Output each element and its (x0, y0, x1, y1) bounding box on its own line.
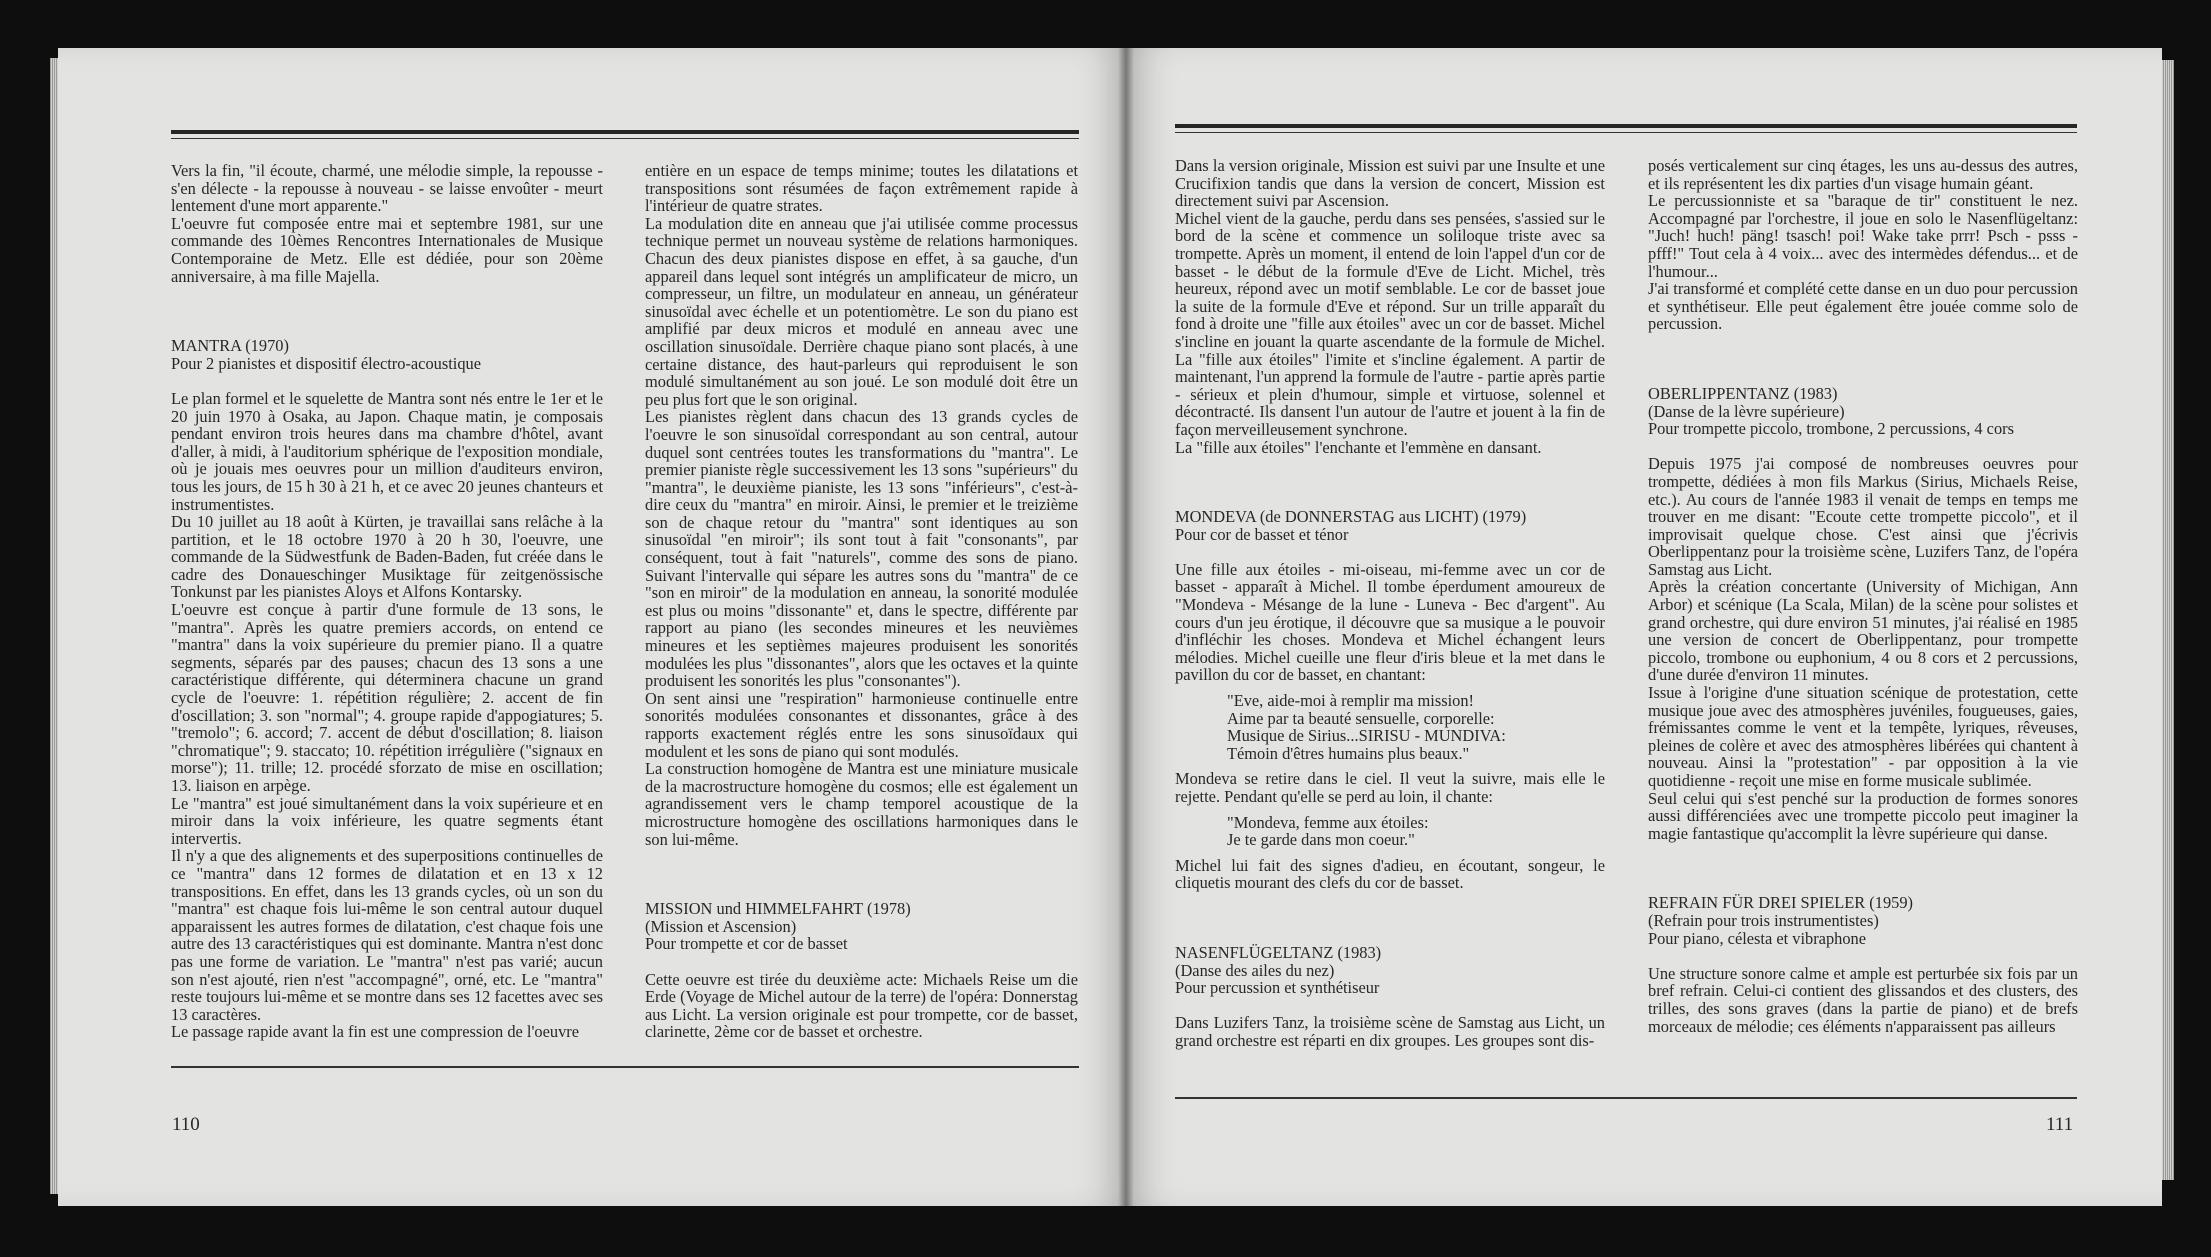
paragraph: La construction homogène de Mantra est une miniature musicale de la macrostructure homogène du cosmos; elle est également un agrandissement vers le champ temporel acoustique de la microstructure homogène des oscillations harmoniques dans le son lui-même. (645, 759, 1078, 849)
section-subtitle: Pour percussion et synthétiseur (1175, 978, 1380, 998)
section-title-mondeva: MONDEVA (de DONNERSTAG aus LICHT) (1979) (1175, 507, 1527, 527)
section-title-oberlippentanz: OBERLIPPENTANZ (1983) (1648, 383, 1838, 403)
section-title-mantra: MANTRA (1970) (171, 336, 289, 356)
section-subtitle: (Danse de la lèvre supérieure) (1648, 401, 1845, 421)
verse-line: "Mondeva, femme aux étoiles: (1227, 812, 1429, 832)
page-number-left: 110 (172, 1114, 200, 1135)
paragraph: L'oeuvre fut composée entre mai et septembre 1981, sur une commande des 10èmes Rencontres Internationales de Musique Contemporaine de Metz. Elle est dédiée, pour son 20ème anniversaire, à ma fille Majella. (171, 213, 603, 286)
section-title-mission: MISSION und HIMMELFAHRT (1978) (645, 899, 911, 919)
paragraph: entière en un espace de temps minime; toutes les dilatations et transpositions sont résumées de façon extrêmement rapide à l'intérieur de quatre strates. (645, 161, 1078, 216)
paragraph: Le percussionniste et sa "baraque de tir" constituent le nez. Accompagné par l'orchestre, il joue en solo le Nasenflügeltanz: "Juch! huch! päng! tsasch! poi! Wake take prrr! Psch - psss - pfff!" Tout cela à 4 voix... avec des intermèdes défendus... et de l'humour... (1648, 191, 2078, 281)
section-subtitle: Pour trompette piccolo, trombone, 2 percussions, 4 cors (1648, 419, 2014, 439)
verse-line: Aime par ta beauté sensuelle, corporelle: (1227, 708, 1495, 728)
left-bottom-rule (171, 1066, 1079, 1068)
paragraph: Du 10 juillet au 18 août à Kürten, je travaillai sans relâche à la partition, et le 18 octobre 1970 à 20 h 30, l'oeuvre, une commande de la Südwestfunk de Baden-Baden, fut créée dans le cadre des Donaueschinger Musiktage für zeitgenössische Tonkunst par les pianistes Aloys et Alfons Kontarsky. (171, 512, 603, 602)
paragraph: Après la création concertante (University of Michigan, Ann Arbor) et scénique (La Scala, Milan) de la scène pour solistes et grand orchestre, qui dure environ 51 minutes, j'ai réalisé en 1985 une version de concert de Oberlippentanz, pour trompette piccolo, trombone ou euphonium, 4 ou 8 cors et 2 percussions, d'une durée d'environ 11 minutes. (1648, 577, 2078, 685)
section-subtitle: Pour 2 pianistes et dispositif électro-acoustique (171, 353, 481, 373)
right-top-rule-thin (1175, 132, 2077, 133)
paragraph: La "fille aux étoiles" l'enchante et l'emmène en dansant. (1175, 437, 1542, 457)
verse-line: Musique de Sirius...SIRISU - MUNDIVA: (1227, 726, 1506, 746)
section-subtitle: Pour cor de basset et ténor (1175, 524, 1349, 544)
paragraph: On sent ainsi une "respiration" harmonieuse continuelle entre sonorités modulées consonantes et dissonantes, grâce à des rapports exactement réglés entre les sons sinusoïdaux qui modulent et les sons de piano qui sont modulés. (645, 688, 1078, 761)
paragraph: Les pianistes règlent dans chacun des 13 grands cycles de l'oeuvre le son sinusoïdal correspondant au son central, autour duquel sont centrées toutes les transformations du "mantra". Le premier pianiste règle successivement les 13 sons "supérieurs" du "mantra", le deuxième pianiste, les 13 sons "inférieurs", c'est-à-dire ceux du "mantra" en miroir. Ainsi, le premier et le treizième son de chaque retour du "mantra" sont identiques au son sinusoïdal "en miroir"; ils sont tout à fait "consonants", par conséquent, tout à fait "naturels", comme des sons de piano. Suivant l'intervalle qui sépare les autres sons du "mantra" de ce "son en miroir" de la modulation en anneau, la sonorité modulée est plus ou moins "dissonante" et, dans le spectre, différente par rapport au piano (les secondes mineures et les neuvièmes mineures et les septièmes majeures produisent les sonorités modulées les plus "dissonantes", alors que les octaves et la quinte produisent les sonorités les plus "consonantes"). (645, 407, 1078, 691)
paragraph: Le plan formel et le squelette de Mantra sont nés entre le 1er et le 20 juin 1970 à Osaka, au Japon. Chaque matin, je composais pendant environ trois heures dans ma chambre d'hôtel, avant d'aller, à midi, à l'auditorium sphérique de l'exposition mondiale, où je jouais mes oeuvres pour un million d'auditeurs environ, tous les jours, de 15 h 30 à 21 h, et ce avec 20 jeunes chanteurs et instrumentistes. (171, 388, 603, 514)
paragraph: Le "mantra" est joué simultanément dans la voix supérieure et en miroir dans la voix inférieure, les quatre segments étant intervertis. (171, 793, 603, 848)
verse-line: Témoin d'êtres humains plus beaux." (1227, 743, 1470, 763)
section-subtitle: (Danse des ailes du nez) (1175, 960, 1335, 980)
paragraph: Michel vient de la gauche, perdu dans ses pensées, s'assied sur le bord de la scène et commence un soliloque triste avec sa trompette. Après un moment, il entend de loin l'appel d'un cor de basset - le début de la formule d'Eve de Licht. Michel, très heureux, répond avec un motif semblable. Le cor de basset joue la suite de la formule d'Eve et répond. Sur un trille apparaît du fond à droite une "fille aux étoiles" avec un cor de basset. Michel s'incline en jouant la quarte ascendante de la formule de Michel. La "fille aux étoiles" l'imite et s'incline également. A partir de maintenant, l'un apprend la formule de l'autre - partie après partie - sérieux et plein d'humour, simple et virtuose, solennel et décontracté. Ils dansent l'un autour de l'autre et jouent à la fin de façon merveilleusement synchrone. (1175, 208, 1605, 439)
paragraph: Dans Luzifers Tanz, la troisième scène de Samstag aus Licht, un grand orchestre est réparti en dix groupes. Les groupes sont dis- (1175, 1013, 1605, 1050)
paragraph: Vers la fin, "il écoute, charmé, une mélodie simple, la repousse - s'en délecte - la repousse à nouveau - se laisse envoûter - meurt lentement d'une mort apparente." (171, 161, 603, 216)
paragraph: Mondeva se retire dans le ciel. Il veut la suivre, mais elle le rejette. Pendant qu'elle se perd au loin, il chante: (1175, 769, 1605, 806)
right-bottom-rule (1175, 1097, 2077, 1099)
section-subtitle: Pour trompette et cor de basset (645, 934, 848, 954)
paragraph: L'oeuvre est conçue à partir d'une formule de 13 sons, le "mantra". Après les quatre premiers accords, on entend ce "mantra" dans la voix supérieure du premier piano. Il a quatre segments, séparés par des pauses; chacun des 13 sons a une caractéristique différente, qui déterminera chacune un grand cycle de l'oeuvre: 1. répétition régulière; 2. accent de fin d'oscillation; 3. son "normal"; 4. groupe rapide d'appogiatures; 5. "tremolo"; 6. accord; 7. accent de début d'oscillation; 8. liaison "chromatique"; 9. staccato; 10. répétition irrégulière ("signaux en morse"); 11. trille; 12. procédé sforzato de mise en oscillation; 13. liaison en arpège. (171, 600, 603, 795)
paragraph: Depuis 1975 j'ai composé de nombreuses oeuvres pour trompette, dédiées à mon fils Markus (Sirius, Michaels Reise, etc.). Au cours de l'année 1983 il venait de temps en temps me trouver en me disant: "Ecoute cette trompette piccolo", et il improvisait quelque chose. C'est ainsi que j'écrivis Oberlippentanz pour la troisième scène, Luzifers Tanz, de l'opéra Samstag aus Licht. (1648, 454, 2078, 579)
paragraph: Une fille aux étoiles - mi-oiseau, mi-femme avec un cor de basset - apparaît à Michel. Il tombe éperdument amoureux de "Mondeva - Mésange de la lune - Luneva - Bec d'argent". Au cours d'un jeu érotique, il découvre que sa musique a le pouvoir d'infléchir les choses. Mondeva et Michel échangent leurs mélodies. Michel cueille une fleur d'iris bleue et la met dans le pavillon du cor de basset, en chantant: (1175, 559, 1605, 685)
paragraph: Issue à l'origine d'une situation scénique de protestation, cette musique joue avec des atmosphères juvéniles, fougueuses, gaies, frémissantes comme le vent et la tempête, lyriques, rêveuses, pleines de colère et avec des atmosphères libérées qui chantent à nouveau. Ainsi la "protestation" - par opposition à la vie quotidienne - reçoit une mise en forme musicale sublimée. (1648, 683, 2078, 790)
paragraph: Cette oeuvre est tirée du deuxième acte: Michaels Reise um die Erde (Voyage de Michel autour de la terre) de l'opéra: Donnerstag aus Licht. La version originale est pour trompette, cor de basset, clarinette, 2ème cor de basset et orchestre. (645, 969, 1078, 1042)
right-column-2 (1648, 157, 2078, 1035)
paragraph: Michel lui fait des signes d'adieu, en écoutant, songeur, le cliquetis mourant des clefs du cor de basset. (1175, 855, 1605, 893)
paragraph: Une structure sonore calme et ample est perturbée six fois par un bref refrain. Celui-ci contient des glissandos et des clusters, des trilles, des sons graves (dans la partie de piano) et de brefs morceaux de mélodie; ces éléments n'apparaissent pas ailleurs (1648, 963, 2078, 1036)
left-column-1 (171, 162, 603, 1041)
paragraph: Seul celui qui s'est penché sur la production de formes sonores aussi différenciées avec une trompette piccolo peut imaginer la magie fantastique qu'accomplit la lèvre supérieure qui danse. (1648, 788, 2078, 843)
page-number-right: 111 (2046, 1114, 2074, 1135)
verse-line: Je te garde dans mon coeur." (1227, 830, 1415, 850)
left-top-rule (171, 130, 1079, 134)
paragraph: posés verticalement sur cinq étages, les uns au-dessus des autres, et ils représentent les dix parties d'un visage humain géant. (1648, 156, 2078, 193)
verse-line: "Eve, aide-moi à remplir ma mission! (1227, 691, 1475, 711)
right-top-rule (1175, 124, 2077, 128)
paragraph: Il n'y a que des alignements et des superpositions continuelles de ce "mantra" dans 12 formes de dilatation et en 13 x 12 transpositions. En effet, dans les 13 grands cycles, où un son du "mantra" est chaque fois lui-même le son central autour duquel apparaissent les autres formes de dilatation, c'est chaque fois une autre des 13 caractéristiques qui est dominante. Mantra n'est donc pas une forme de variation. Le "mantra" n'est pas varié; aucun son n'est ajouté, rien n'est "accompagné", orné, etc. Le "mantra" reste toujours lui-même et se montre dans ses 12 facettes avec ses 13 caractères. (171, 846, 603, 1024)
paragraph: J'ai transformé et complété cette danse en un duo pour percussion et synthétiseur. Elle peut également être jouée comme solo de percussion. (1648, 279, 2078, 334)
left-column-2 (645, 162, 1078, 1041)
section-subtitle: Pour piano, célesta et vibraphone (1648, 928, 1867, 948)
section-title-nasenfluegeltanz: NASENFLÜGELTANZ (1983) (1175, 942, 1382, 962)
paragraph: La modulation dite en anneau que j'ai utilisée comme processus technique permet un nouveau système de relations harmoniques. Chacun des deux pianistes dispose en effet, à sa gauche, d'un appareil dans lequel sont intégrés un amplificateur de micro, un compresseur, un filtre, un modulateur en anneau, un générateur sinusoïdal avec échelle et un potentiomètre. Le son du piano est amplifié par deux micros et modulé en anneau avec une oscillation sinusoïdale. Derrière chaque piano sont placés, à une certaine distance, des haut-parleurs qui reproduisent le son modulé simultanément au son joué. Le son modulé doit être un peu plus fort que le son original. (645, 213, 1078, 409)
book-spine (1118, 48, 1134, 1206)
paragraph: Dans la version originale, Mission est suivi par une Insulte et une Crucifixion tandis que dans la version de concert, Mission est directement suivi par Ascension. (1175, 156, 1605, 211)
left-top-rule-thin (171, 138, 1079, 139)
right-page-edge (2162, 60, 2174, 1180)
left-page-edge (50, 58, 58, 1194)
paragraph: Le passage rapide avant la fin est une compression de l'oeuvre (171, 1022, 580, 1042)
section-title-refrain: REFRAIN FÜR DREI SPIELER (1959) (1648, 893, 1913, 913)
section-subtitle: (Mission et Ascension) (645, 916, 797, 936)
right-column-1 (1175, 157, 1605, 1050)
section-subtitle: (Refrain pour trois instrumentistes) (1648, 910, 1879, 930)
